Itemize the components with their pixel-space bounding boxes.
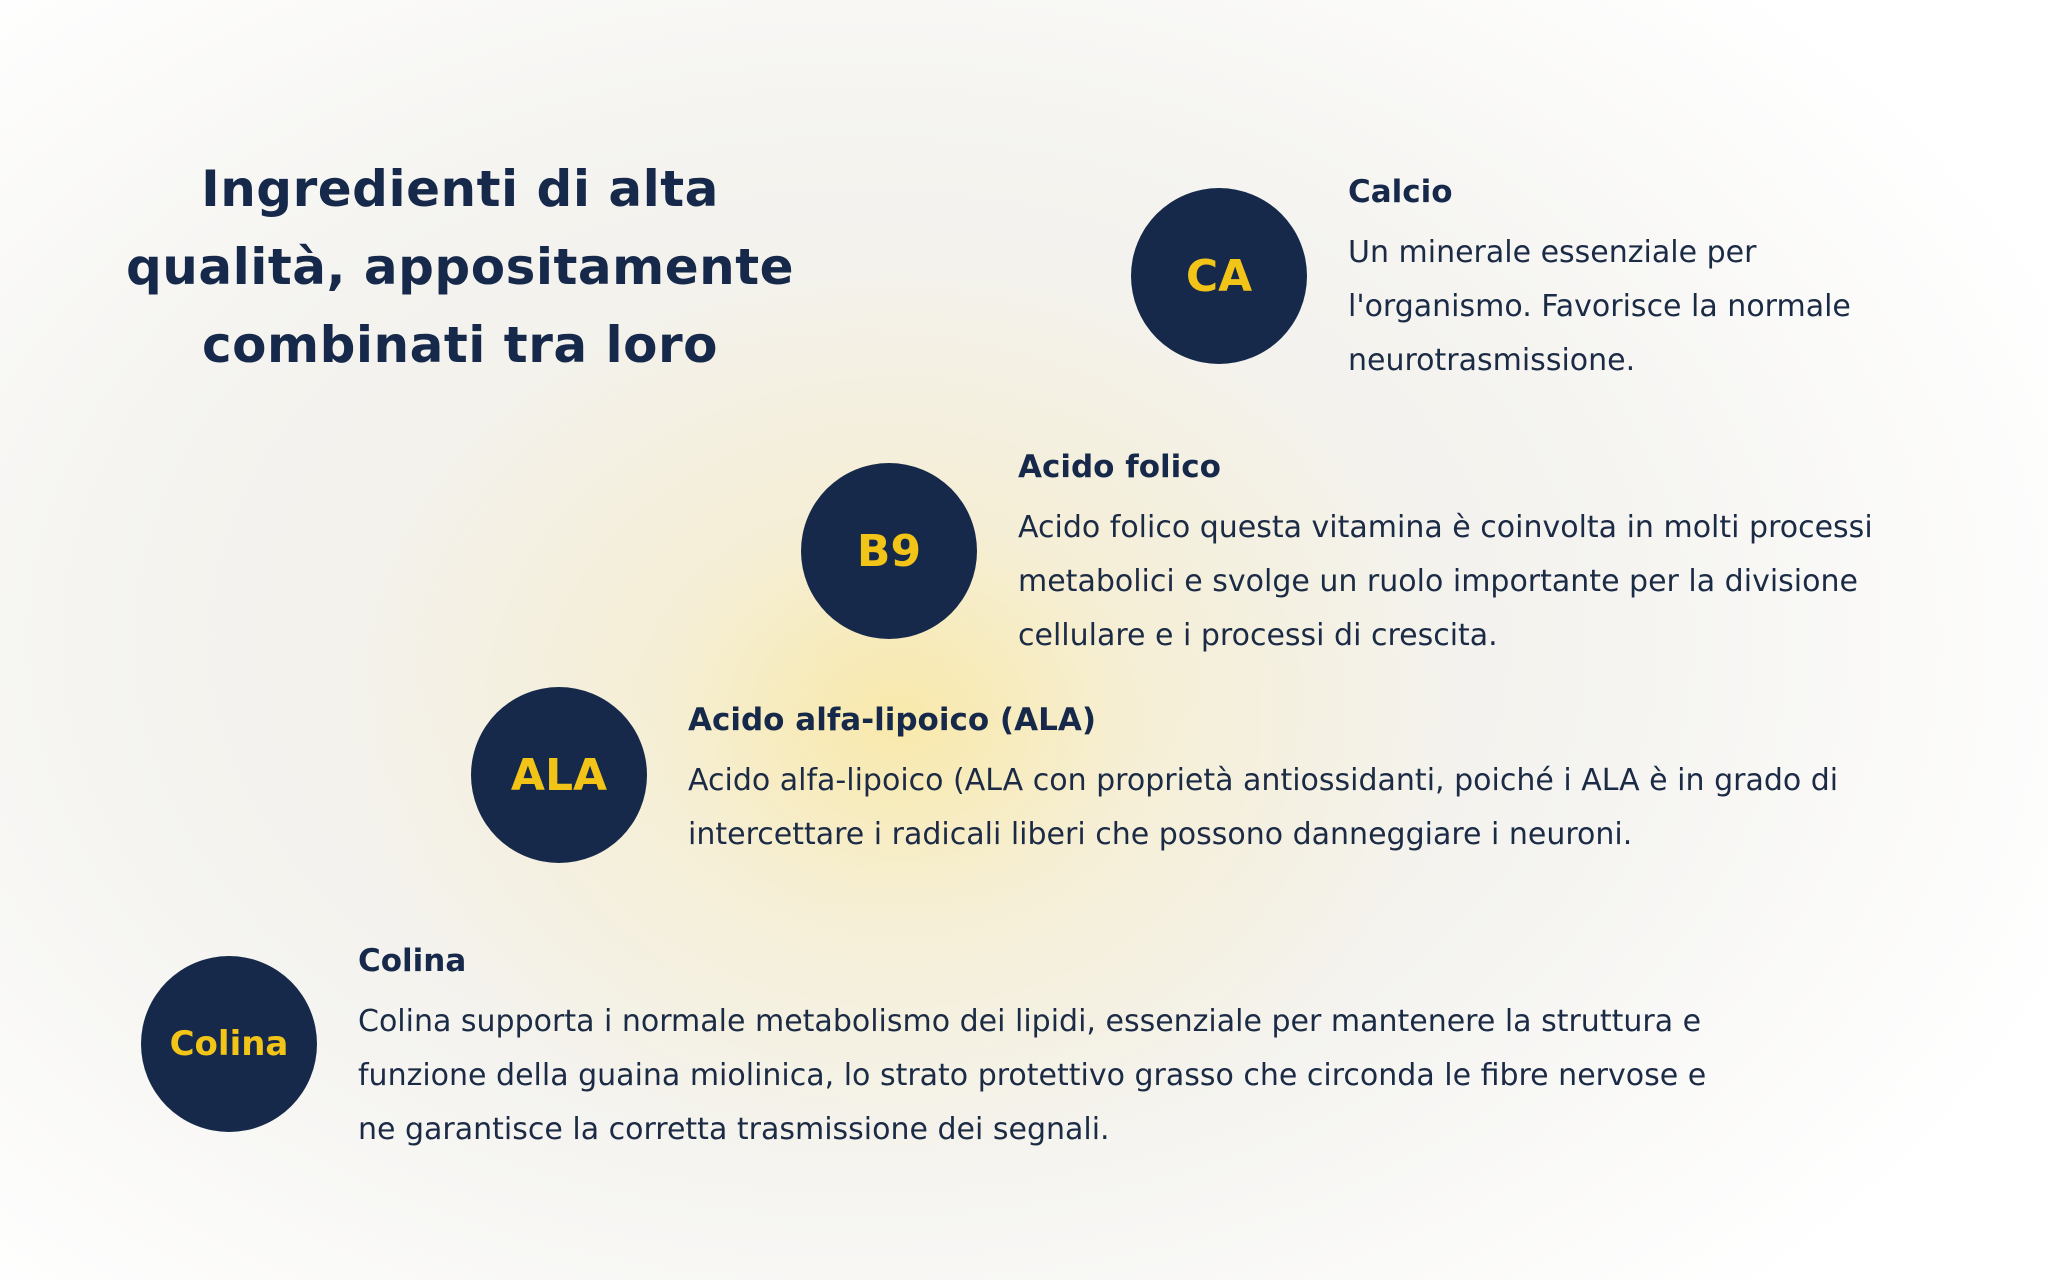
ingredient-name: Acido folico: [1018, 449, 1221, 485]
ingredient-name: Colina: [358, 943, 467, 979]
ingredient-description: Colina supporta i normale metabolismo dei lipidi, essenziale per mantenere la struttura e funzione della guaina miolinica, lo strato protettivo grasso che circonda le fibre nervose e ne garantisce la corretta trasmissione dei segnali.: [358, 1004, 1707, 1147]
ingredient-text-calcio: [1348, 172, 1948, 388]
ingredient-name: Calcio: [1348, 174, 1453, 210]
badge-colina: Colina: [141, 956, 317, 1132]
badge-calcio: CA: [1131, 188, 1307, 364]
ingredient-text-acido-folico: [1018, 447, 1978, 663]
ingredient-description: Un minerale essenziale per l'organismo. Favorisce la normale neurotrasmissione.: [1348, 235, 1851, 378]
ingredient-name: Acido alfa-lipoico (ALA): [688, 702, 1096, 738]
badge-b9: B9: [801, 463, 977, 639]
ingredient-text-colina: [358, 941, 1738, 1157]
badge-ala: ALA: [471, 687, 647, 863]
page-title: Ingredienti di alta qualità, appositamente combinati tra loro: [125, 160, 795, 374]
ingredient-text-ala: [688, 700, 1908, 862]
ingredient-description: Acido folico questa vitamina è coinvolta in molti processi metabolici e svolge un ruolo importante per la divisione cellulare e i processi di crescita.: [1018, 510, 1873, 653]
ingredient-description: Acido alfa-lipoico (ALA con proprietà antiossidanti, poiché i ALA è in grado di intercettare i radicali liberi che possono danneggiare i neuroni.: [688, 763, 1839, 852]
